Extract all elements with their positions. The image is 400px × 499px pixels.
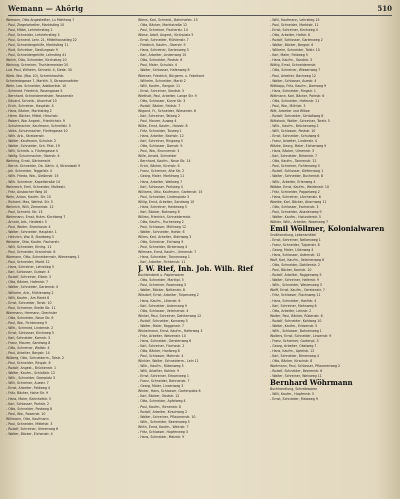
directory-entry: Wille, Arnold, Schneider bbox=[138, 154, 177, 159]
directory-entry: - Franz, Schneider, Tulpenstr. 8 bbox=[270, 243, 320, 248]
directory-entry: - Hans, Bäcker, Marktstieg 2 bbox=[6, 108, 52, 113]
directory-entry: - Otto, Schneider, Poststr. 6 bbox=[138, 58, 183, 63]
directory-entry: - Karl, Schneider, Kornstr. 3 bbox=[6, 335, 51, 340]
directory-entry: - Erich, Schreiner, Hauptstr. 4 bbox=[6, 103, 54, 108]
directory-entry: - Otto, Bäcker, Hanfweg 8 bbox=[138, 349, 180, 353]
directory-entry: - Hans, Schneider, Gerstenweg 6 bbox=[138, 338, 192, 343]
directory-entry: Emil Wöllmer, Kolonialwaren bbox=[270, 224, 385, 233]
directory-entry: - Otto, Schneider, Neue Str. 6 bbox=[6, 315, 54, 320]
directory-entry: - Paul, Walter, Eisenhauer 4 bbox=[6, 224, 51, 229]
directory-entry: - Otto, Kaufm., Tannenstr. 12 bbox=[270, 159, 317, 164]
directory-entry: - Wilh., Kaufm., Rübenweg 5 bbox=[138, 364, 184, 369]
directory-entry: - Karl, Schlosser, Parkstr. 2 bbox=[6, 401, 50, 406]
column-2 bbox=[138, 18, 262, 440]
directory-entry: - Georg, Maler, Linsenweg 3 bbox=[138, 384, 184, 389]
directory-entry: - Hans, Schlosser, Asternstr. 12 bbox=[270, 253, 321, 258]
directory-entry: - Volks. Schuhmacher, Fünfergasse 10 bbox=[6, 129, 68, 134]
directory-entry: - Otto, Schreiner, Eichweg 9 bbox=[138, 240, 184, 245]
directory-entry: - Franz, Arbeiter, Lindenstr. 4 bbox=[270, 139, 317, 144]
directory-entry: - Walter, Bäcker, Nelkenstr. 8 bbox=[138, 288, 185, 293]
directory-entry: - Karl, Schreiner, Mohnweg 8 bbox=[270, 303, 317, 308]
directory-entry: - Walter, Schneider, Sch. Fitzt. 19 bbox=[6, 144, 60, 149]
directory-entry: Winkel, Paul, Schreiner, Dahlienweg 12 bbox=[138, 313, 202, 318]
directory-entry: - Wilh., Arbeiter, Erlenweg 4 bbox=[270, 179, 316, 184]
directory-entry: - Bernhard, Kaufm., Neue Str. 14 bbox=[138, 159, 191, 164]
directory-entry: Wittkopp, Fritz, Kaufm., Domweg 9 bbox=[270, 83, 327, 88]
directory-entry: - Paul, Maurer, Auweg 4 bbox=[138, 118, 177, 123]
directory-entry: - Otto, Schneider, Postweg 8 bbox=[6, 406, 53, 411]
directory-entry: Wilmsen, Ernst, Kaufm., Ulmenstr. 7 bbox=[138, 250, 197, 255]
directory-entry: - Paul, Schreiner, Fischerstr. 14 bbox=[138, 28, 188, 33]
directory-entry: - Joh. Schneider, Teggelstr. 4 bbox=[6, 169, 52, 174]
directory-entry: - Walter, Kaufm., Erbsenstr. 5 bbox=[270, 323, 318, 328]
directory-entry: - Walter, Kaufm., Holunderstr. 5 bbox=[270, 214, 321, 219]
page-number: 510 bbox=[377, 4, 392, 13]
directory-entry: Wiese, Adolf, Angest., Kirchplatz 5 bbox=[138, 33, 194, 38]
directory-entry: - Willi, Kaufm., Am Markt 8 bbox=[6, 295, 50, 300]
directory-entry: Wieb. Ww. (Ww. 10), Schreinhaufstr. bbox=[6, 73, 65, 78]
directory-entry: - Ernst, Schreiner, Erbsenweg 1 bbox=[138, 374, 189, 379]
directory-entry: - Paul, Maler, Schulstr. 4 bbox=[138, 63, 177, 68]
directory-entry: - Hans, Arbeiter, Wallweg 7 bbox=[138, 179, 183, 184]
directory-entry: - Ernst, Schlosser, Kirchweg 5 bbox=[6, 330, 54, 335]
directory-entry: - Franz, Maurer, Sandweg 8 bbox=[6, 341, 51, 345]
directory-entry: - Otto, Kaufm., Fischerweg 2 bbox=[138, 219, 184, 224]
directory-entry: - Wolfg. Schuhmacher, Oberstr. 4 bbox=[6, 154, 60, 159]
directory-entry: - Ernst, Schneider, Malzweg 9 bbox=[270, 397, 318, 402]
directory-entry: Willmann, Otto, Kaufmann bbox=[6, 416, 49, 421]
directory-entry: - Fritz, Schneider, Pappelweg 2 bbox=[270, 189, 320, 194]
directory-entry: - Willi, Schreib. u. Fünfergasse 4 bbox=[6, 149, 58, 154]
directory-entry: - Paul, Ww., Brunnenstr. 3 bbox=[138, 149, 180, 154]
directory-entry: - Willi, Schneider, Kirchg. 11 bbox=[6, 245, 52, 250]
directory-entry: - Rudolf, Schneider, Kornweg 5 bbox=[138, 318, 188, 323]
directory-entry: - Ernst, Schneider, Schulweg 6 bbox=[270, 134, 320, 139]
directory-entry: Wittmann, Karl, Bäcker, Parkstr. 6 bbox=[270, 93, 325, 98]
directory-entry: - Herm. Bäcker, Mittel, Hirschstr. bbox=[6, 113, 59, 118]
directory-entry: Weinh, Otto, Schneider, Kirchstieg 10 bbox=[6, 58, 67, 63]
directory-entry: - Paul, Ww., Fichtenweg 9 bbox=[6, 320, 47, 325]
directory-entry: - Karl, Schreiner, Ringweg 5 bbox=[138, 139, 183, 144]
directory-entry: - Hans, Maler, Bahnhofstr. 5 bbox=[6, 396, 51, 401]
header-rule bbox=[8, 15, 392, 16]
directory-entry: Wehrmann, Ernst, Hutm. Kirchberg 7 bbox=[6, 214, 66, 219]
directory-entry: - Ernst, Schreiner, Sandstr. 5 bbox=[138, 88, 185, 93]
directory-entry: Wöhler, Wilh., Arbeiter, Rosenweg 7 bbox=[270, 219, 329, 224]
directory-entry: Großhandlung, Lebensmittel bbox=[270, 232, 316, 237]
directory-entry: Wehr, Leo. Schneider, Adalbertstr. 10 bbox=[6, 83, 67, 88]
directory-entry: - Paul, Schneider, Mittelstr. 3 bbox=[6, 421, 53, 426]
directory-entry: - Karl, Schneider, Asternweg 9 bbox=[138, 303, 187, 308]
directory-entry: - Karl, Schlosser, Parkweg 4 bbox=[138, 184, 183, 189]
directory-entry: - Walter, Kaufmann, Schulstr. 2 bbox=[6, 139, 57, 144]
directory-entry: - Erich, Bäcker, Kirchstr. 6 bbox=[138, 164, 180, 169]
directory-entry: - Paul, Schneidergehilfe, Marktstieg 11 bbox=[6, 43, 69, 48]
directory-entry: Weiseler, Otto, Kaufm. Fischerstr. bbox=[6, 240, 60, 245]
directory-entry: Wemann, Otto Angestellter, Lu Miethorg 7 bbox=[6, 18, 75, 22]
directory-entry: - Rudolf, Schreiner, Ulmenweg 6 bbox=[6, 426, 59, 431]
directory-entry: Wolters, Ernst, Schneider, Linsenstr. 9 bbox=[270, 333, 332, 338]
directory-entry: - Paul, Ww., Mühlstr. 3 bbox=[270, 103, 306, 108]
directory-entry: Buchhandlung, Schreibwaren bbox=[270, 387, 318, 392]
directory-entry: - Paul, Schneider, Ringstr. 6 bbox=[6, 361, 51, 366]
directory-entry: - Hans, Schneider, Malzstr. 9 bbox=[138, 434, 185, 439]
directory-entry: - Hans, Schreiner, Lärchenstr. 6 bbox=[270, 194, 321, 199]
directory-entry: - Paul, Schneid. Lehr. 21, Mittelhausstieg 22 bbox=[6, 38, 77, 43]
directory-entry: - Franz, Schneider, Bohnenstr. 7 bbox=[138, 379, 190, 384]
directory-entry: - Hans, Schneider, Hanfstr. 4 bbox=[270, 298, 317, 303]
directory-entry: Wittstock, Walter, Schreiner, Torstr. 5 bbox=[270, 118, 330, 123]
directory-entry: - Paul, Schneider, Kranichstr. 6 bbox=[6, 250, 56, 255]
directory-entry: - Franz, Schreiner, Gartenpl. 3 bbox=[270, 338, 319, 343]
directory-entry: Weinrich, Willi, Zementstr. 12 bbox=[6, 204, 54, 209]
directory-entry: - Richard, Max, Werkst. Str. 5 bbox=[6, 199, 53, 204]
directory-entry: - Otto, Arbeiter, Leinstr. 2 bbox=[270, 308, 312, 313]
directory-entry: - Paul, Schneider, Markt 12 bbox=[6, 260, 50, 265]
directory-entry: - Karl, Arbeiter, Lindenweg 10 bbox=[138, 53, 187, 58]
directory-entry: - Otto, Schlosser, Kurze Str. 3 bbox=[138, 98, 186, 103]
directory-entry: Winter, Hans, Schlosser, Gartenplatz 6 bbox=[138, 389, 201, 394]
directory-entry: - Walter, Bäcker, Eichenstr. 4 bbox=[6, 431, 53, 436]
directory-entry: - Walter, Schlosser, Auestr. 4 bbox=[270, 78, 317, 83]
directory-entry: - Paul, Schneider, Akazienweg 9 bbox=[270, 209, 322, 214]
directory-entry: - Paul, Arbeiter, Bachweg 12 bbox=[270, 73, 316, 78]
directory-entry: - Willi, Schlosser, Poststr. 10 bbox=[270, 129, 316, 134]
directory-entry: - Willi, Kaufmann, Lehrstieg 15 bbox=[270, 18, 320, 22]
directory-entry: - Walter, Schlosser, Hafenweg 8 bbox=[138, 68, 190, 73]
directory-entry: - Rudi, Schreiber, Siedlungsstr 9 bbox=[6, 48, 58, 53]
directory-entry: - Wilh., Schneider, Weizenweg 3 bbox=[270, 283, 322, 288]
directory-entry: - Fritz, Arbeiter, Weizenstr. 10 bbox=[138, 333, 186, 338]
directory-entry: Wietholt, Paul, Arbeiter, Lange Str. 9 bbox=[138, 93, 197, 98]
directory-entry: - Ernst, Schneider, Mühlenstr. 7 bbox=[138, 38, 189, 43]
directory-entry: - Robert, Ww. Angest., Friedrichstr. 9 bbox=[6, 118, 65, 123]
directory-entry: - Wilh. Arb., Stratzenstr. bbox=[6, 134, 45, 139]
directory-entry: Wortmann, Paul, Schlosser, Pflaumenweg 2 bbox=[270, 364, 341, 369]
directory-entry: - Walter, Schneider, Hofstr. 6 bbox=[138, 229, 185, 234]
directory-entry: - Paul, Mittel, Lehrlehrstieg 1 bbox=[6, 28, 53, 33]
directory-entry: - Walter, Kaufm., Schloßstr. 12 bbox=[6, 371, 56, 376]
directory-entry: Lud. Paul, Wilhelm, Schneid. 4, Siede. 30 bbox=[6, 68, 72, 73]
directory-entry: - Heinrich, Ww. 8, Stadtweg 3 bbox=[6, 235, 54, 240]
directory-entry: - Hans, Kaufm., Lilienstr. 6 bbox=[138, 298, 181, 303]
directory-entry: - Wilhelm, Schneider, Markt 2 bbox=[138, 78, 186, 83]
directory-entry: - Walter, Bäcker, Bergstr. 6 bbox=[270, 43, 314, 48]
directory-entry: - Fritz, Ansbacher Weg 10 bbox=[6, 189, 48, 194]
directory-entry: - Paul, Schreiner, Breite Str. 11 bbox=[6, 305, 56, 310]
directory-entry: - Rudolf, Angest., Brückenstr. 1 bbox=[6, 366, 56, 371]
directory-entry: - Paul, Bäcker, Kornstr. 10 bbox=[270, 268, 312, 273]
directory-entry: Wiesner, Friedrich, Bürgerm. u. Fabrikant bbox=[138, 73, 205, 78]
directory-entry: - Rudolf, Schreiner, Elbstr. 3 bbox=[6, 275, 51, 280]
directory-entry: - Friedrich, Kaufm., Oberstr. 9 bbox=[138, 43, 186, 48]
directory-entry: - Rudolf, Bäcker, Feldstr. 7 bbox=[138, 103, 181, 108]
directory-entry: - Eduard, Schreib., Ahornhof 10 bbox=[6, 98, 57, 103]
directory-entry: - Bernhard, Schneidermeister, Fasanenstr bbox=[6, 93, 74, 98]
directory-entry: - Fritz, Schneider, Torweg 1 bbox=[138, 129, 182, 134]
directory-entry: - Hans, Kaufm., Apfelstr. 12 bbox=[270, 349, 315, 353]
directory-entry: - Walter, Schneider, Buchenstr. 8 bbox=[270, 174, 324, 179]
directory-entry: - Paul, Ww., Rosenstr. 10 bbox=[6, 411, 46, 416]
directory-entry: - Rudolf, Schlosser, Kiefernweg 1 bbox=[270, 169, 324, 174]
directory-entry: - Karl, Arbeiter, Fichtenstr. 11 bbox=[138, 260, 186, 265]
directory-entry: - Otto, Schneider, Dahlienstr. 2 bbox=[270, 263, 320, 268]
directory-entry: - Paul, Schreiner, Rosenweg 3 bbox=[138, 283, 186, 288]
directory-entry: - Wilh. Frieda, Ww., Gießerstr. 15 bbox=[6, 174, 59, 179]
column-1 bbox=[6, 18, 130, 437]
directory-entry: - Karl, Schneider, Birnenweg 4 bbox=[270, 354, 319, 359]
directory-entry: - Willi, Kaufm., Hopfenstr. 5 bbox=[270, 392, 315, 397]
directory-entry: - Wilhelm, Schneider, Talstr. 10 bbox=[270, 48, 320, 53]
directory-entry: Wöbbe, Ernst, Kaufm., Weidenstr. 10 bbox=[270, 184, 330, 189]
directory-entry: - Georg, Arbeiter, Obstweg 7 bbox=[270, 343, 317, 348]
directory-entry: - Schmied. Friedrich, Rosengasse 5 bbox=[6, 88, 63, 93]
directory-entry: - Hans, Bäcker, Ulmenstr. 3 bbox=[270, 149, 314, 154]
directory-entry: - Fritz, Schlosser, Hopfenweg 3 bbox=[138, 429, 188, 434]
directory-entry: Wilke, Ernst, Kaufm., Holzstr. 8 bbox=[138, 123, 188, 128]
directory-entry: - Rudolf, Schneider, Kohlweg 10 bbox=[270, 318, 322, 323]
directory-entry: - Walter, Schreiner, Haferstr. 9 bbox=[270, 278, 320, 283]
directory-entry: Wiermann, Hermann, Drechsler bbox=[6, 310, 57, 315]
directory-entry: - Otto, Arbeiter, Hofstr. 8 bbox=[270, 33, 311, 38]
directory-entry: - Walter, Schreiner, Pflaumenstr. 10 bbox=[138, 414, 196, 419]
directory-entry: Wigand, Fr., Schneider, Wiesenstr. 6 bbox=[138, 108, 196, 113]
directory-entry: - Paul, Schneidergehilfe, Lehrstieg 41 bbox=[6, 53, 67, 58]
directory-entry: Weinreich, Emil, Schneider, Molkestr. bbox=[6, 184, 66, 189]
directory-entry: Wolf, Karl, Kaufm., Veilchenweg 6 bbox=[270, 258, 325, 263]
directory-entry: - Hans, Arbeiter, Bachstr. 12 bbox=[138, 134, 184, 139]
directory-entry: - Otto, Schneider, Marktpl. 5 bbox=[138, 278, 184, 283]
directory-entry: - Wilhelm, Arb., Mühlenweg 2 bbox=[6, 290, 54, 295]
directory-entry: - Wilh., Kaufm., Brückenweg 2 bbox=[270, 123, 319, 128]
directory-entry: - Paul, Schlosser, Mühlweg 12 bbox=[138, 224, 187, 229]
directory-entry: - Ernst, Schreiner, Kirchweg 4 bbox=[270, 28, 318, 33]
directory-entry: - Karl, Maler, Feldweg 5 bbox=[270, 53, 308, 58]
page-title: Wemann — Ahörig bbox=[8, 4, 84, 13]
directory-entry: - Franz, Schreiner, Alte Str. 2 bbox=[138, 169, 185, 174]
directory-entry: - Otto, Schlosser, Eschenstr. 3 bbox=[270, 204, 319, 209]
directory-entry: - Otto, Bäcker, Marktstraße 12 bbox=[138, 23, 188, 28]
directory-entry: - Wilh. Schreiner, Kapellstraße 14 bbox=[6, 179, 60, 184]
directory-entry: - Wilh., Schneider, Domplatz 3 bbox=[6, 376, 56, 381]
directory-entry: - Paul, Schreiner, Fichtenweg 5 bbox=[270, 164, 320, 169]
directory-entry: - Karl, Bäcker, Bahnweg 8 bbox=[138, 209, 180, 214]
directory-entry: Williams, Otto, Kaufmann, Gartenstr. 15 bbox=[138, 189, 203, 194]
directory-entry: Wiemann, Otto, Schneidermstr, Wiesenweg 1 bbox=[6, 255, 80, 260]
directory-entry: - Willi, Arbeiter, Kohlstr. 9 bbox=[138, 369, 180, 374]
directory-entry: - Paul, Schneider, Lehrlehrstieg 3 bbox=[6, 33, 60, 38]
directory-entry: - Hans, Schreiner, Heideweg 5 bbox=[138, 204, 187, 209]
directory-entry: Bernhard Wöhrmann bbox=[270, 379, 353, 388]
directory-entry: Wolter, Paul, Bäcker, Rübenstr. 6 bbox=[270, 313, 323, 318]
directory-entry: Wittig, Ernst, Schneidermstr. bbox=[270, 63, 317, 68]
directory-entry: Wilms, Karl, Arbeiter, Steinweg 3 bbox=[138, 235, 192, 240]
directory-entry: Wilberg, Otto, Schneiderm., Talstr. 2 bbox=[6, 356, 65, 361]
directory-entry: - Karl, Schreiner, Talweg 2 bbox=[138, 113, 180, 118]
directory-entry: - Paul, Kaufm., Birnenstr. 8 bbox=[138, 404, 181, 409]
directory-entry: - Paul, Schneider, Lindenplatz 3 bbox=[138, 194, 190, 199]
directory-entry: - Ernst, Arbeiter, Feldweg 4 bbox=[6, 386, 51, 391]
directory-entry: - Rudolf, Schneider, Schloßweg 8 bbox=[270, 113, 324, 118]
directory-entry: J. W. Rief, Inh. Joh. Wilh. Rief bbox=[138, 265, 254, 274]
directory-entry: - Walter, Maler, Roggenstr. 7 bbox=[138, 323, 184, 328]
directory-entry: - Otto, Schreiner, Wiesenweg 7 bbox=[270, 68, 321, 73]
directory-entry: - Georg, Maler, Marktweg 11 bbox=[138, 174, 185, 179]
directory-entry: Willig, Ernst, Arbeiter, Sandweg 10 bbox=[138, 199, 195, 204]
directory-entry: - Hans, Schneider, Tannenweg 1 bbox=[138, 255, 190, 260]
directory-entry: - Willi, Kaufm., Bergstr. 11 bbox=[138, 83, 181, 88]
directory-entry: - Paul, Schneider, Birkenweg 4 bbox=[138, 245, 188, 250]
directory-entry: Wilsdorf, Ernst, Arbeiter, Tulpenweg 2 bbox=[138, 293, 199, 298]
directory-entry: Winkelmann, Ernst, Kaufm., Haferweg 3 bbox=[138, 328, 203, 333]
column-3 bbox=[270, 18, 394, 402]
directory-entry: - Bernh. Schneider, Ob. Gärtn. 4, Strandwall 9 bbox=[6, 164, 81, 169]
directory-entry: - Otto, Schneider, Hafenstr. 11 bbox=[270, 98, 320, 103]
directory-entry: - Willi, Schreiner, Auestr. 7 bbox=[6, 381, 49, 386]
directory-entry: - Walter, Schreiner, Weinweg 11 bbox=[270, 374, 322, 379]
directory-entry: - Karl, Schreiner, Flachsstr. 2 bbox=[138, 343, 185, 348]
directory-entry: - Otto, Bäcker, Kirschstr. 8 bbox=[270, 359, 313, 364]
directory-entry: - Rudolf, Arbeiter, Kirschweg 2 bbox=[138, 409, 188, 414]
directory-entry: - Otto, Bäcker, Hafenstr. 7 bbox=[6, 280, 49, 285]
directory-entry: Schmiedegasse 7, Markth. 5, Strassenwärter bbox=[6, 78, 79, 83]
directory-entry: - Georg, Maler, Lilienweg 4 bbox=[270, 248, 314, 253]
directory-entry: - Wilh., Schlosser, Bohnenweg 1 bbox=[270, 328, 322, 333]
directory-entry: Woelke, Karl, Bäcker, Ahornweg 11 bbox=[270, 199, 327, 204]
directory-entry: - Paul, Schlosser, Mohnstr. 4 bbox=[138, 354, 184, 359]
directory-entry: - Paul, Ziegelarbeiter, Marktstieg 10 bbox=[6, 23, 65, 28]
directory-entry: Wehring, Ernst, Gärtnerwirt bbox=[6, 159, 51, 164]
directory-entry: Weining, Schreiner, Tischlermeister 20 bbox=[6, 63, 69, 68]
directory-entry: - Otto, Schreiner, Wallstr. 4 bbox=[6, 346, 50, 351]
directory-entry: Wiens, Karl, Schneid., Bahnhofstr. 15 bbox=[138, 18, 198, 22]
directory-entry: - Paul, Schneid. Str. 13 bbox=[6, 209, 43, 214]
directory-entry: Willms, Friedrich, Schneidermstr. bbox=[138, 214, 191, 219]
directory-entry: - Rudolf, Schneider, Beerenstr. 6 bbox=[270, 369, 323, 374]
directory-entry: - Karl, Bäcker, Obststr. 12 bbox=[138, 394, 180, 399]
directory-entry: Buchbinderei u. Papierwaren bbox=[138, 273, 185, 278]
directory-entry: - Wilh., Schmied, Lindenstr. 2 bbox=[6, 325, 54, 330]
directory-entry: - Otto, Schlosser, Veilchenstr. 4 bbox=[138, 308, 189, 313]
directory-entry: - Schuhmacher, Kaufmann, Schnellstr. 5 bbox=[6, 123, 71, 128]
directory-entry: - Hans, Kaufm., Sandstr. 3 bbox=[270, 58, 313, 63]
directory-entry: - Arnold, Arb., Heidestr. 5 bbox=[6, 219, 47, 224]
directory-entry: - Walter, Schneider, Gartenstr. 4 bbox=[6, 285, 59, 290]
directory-entry: Witt, Arbeiter und Witwe bbox=[270, 108, 310, 113]
directory-entry: - Otto, Schlosser, Domstr. 9 bbox=[138, 144, 183, 149]
directory-entry: - Fritz, Schlosser, Flachsweg 11 bbox=[270, 293, 321, 298]
directory-entry: Winkler, Walter, Schneiderm., Lein 11 bbox=[138, 359, 199, 364]
directory-entry: Wirth, Ernst, Kaufm., Weinstr. 7 bbox=[138, 424, 189, 429]
directory-entry: - Hans, Schreiner, Lehrstieg 5 bbox=[6, 265, 54, 270]
directory-entry: - Walter, Schneider, Hauptstr. 1 bbox=[6, 229, 57, 234]
directory-entry: - Paul, Schneider, Marktstr. 11 bbox=[270, 23, 319, 28]
directory-entry: - Ernst, Schneider, Torstr. 10 bbox=[6, 300, 52, 305]
directory-entry: - Ernst, Schreiner, Nelkenweg 1 bbox=[270, 237, 321, 242]
directory-entry: - Hans, Schreiner, Gartenweg 3 bbox=[138, 48, 189, 53]
directory-entry: - Wilh., Schneider, Beerenweg 5 bbox=[138, 419, 190, 424]
directory-entry: - Paul, Arbeiter, Bergstr. 14 bbox=[6, 351, 50, 356]
directory-entry: - Karl, Schneider, Birkenstr. 7 bbox=[270, 154, 318, 159]
directory-entry: Wolff, Ernst, Kaufm., Gerstenstr. 7 bbox=[270, 288, 325, 293]
directory-entry: - Rudolf, Arbeiter, Roggenweg 5 bbox=[270, 273, 322, 278]
directory-entry: Wehr, Anton, Kaufm. Str. 15 bbox=[6, 194, 51, 199]
directory-entry: - Karl, Schlosser, Gutsstr. 4 bbox=[6, 270, 50, 275]
directory-entry: - Hans, Schneider, Ringstr. 1 bbox=[270, 88, 316, 93]
directory-entry: - Otto, Schneider, Apfelweg 4 bbox=[138, 399, 186, 404]
directory-entry: - Fritz, Bäcker, Hohe Str. 9 bbox=[6, 391, 49, 396]
directory-entry: - Rudolf, Schlosser, Gartenweg 2 bbox=[270, 38, 323, 43]
directory-entry: Witzke, Georg, Maler, Eichenweg 9 bbox=[270, 144, 327, 149]
